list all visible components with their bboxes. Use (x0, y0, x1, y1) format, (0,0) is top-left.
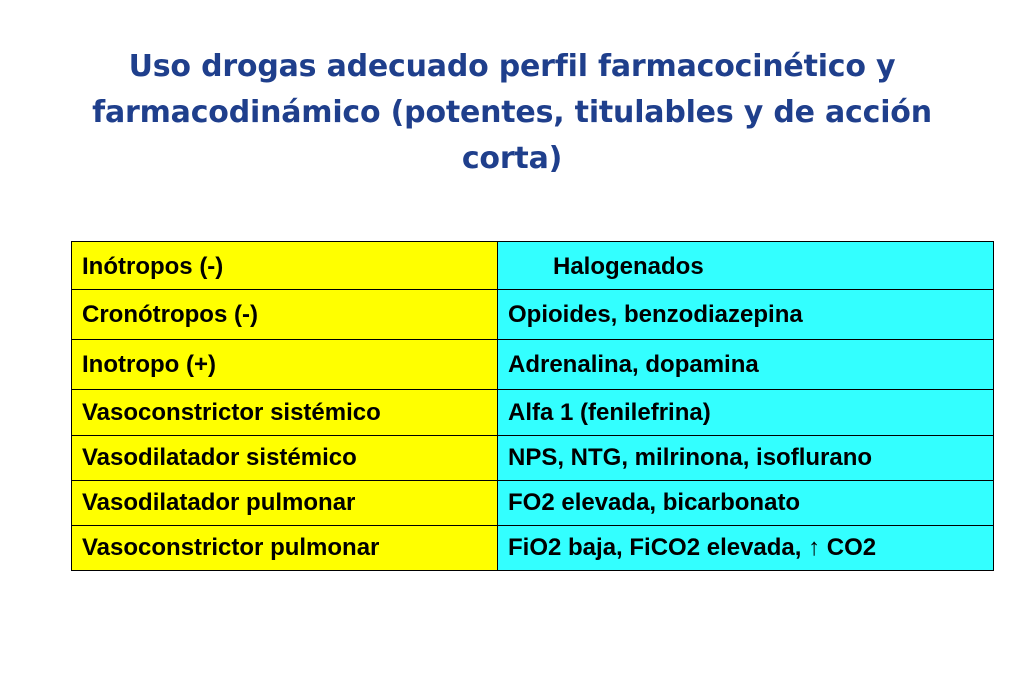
drug-effects-table (71, 241, 994, 571)
table-row (72, 290, 994, 340)
effect-cell: Cronótropos (-) (72, 290, 498, 340)
table-row (72, 390, 994, 436)
effect-cell: Vasoconstrictor sistémico (72, 390, 498, 436)
slide-title: Uso drogas adecuado perfil farmacocinético y farmacodinámico (potentes, titulables y de acción corta) (92, 49, 932, 176)
agent-cell: FiO2 baja, FiCO2 elevada, ↑ CO2 (498, 526, 994, 571)
agent-cell: NPS, NTG, milrinona, isoflurano (498, 436, 994, 481)
effect-cell: Inótropos (-) (72, 242, 498, 290)
effect-cell: Vasoconstrictor pulmonar (72, 526, 498, 571)
effect-cell: Vasodilatador pulmonar (72, 481, 498, 526)
agent-cell: Opioides, benzodiazepina (498, 290, 994, 340)
table-row (72, 526, 994, 571)
agent-cell: Halogenados (498, 242, 994, 290)
table-row (72, 481, 994, 526)
agent-cell: Alfa 1 (fenilefrina) (498, 390, 994, 436)
effect-cell: Inotropo (+) (72, 340, 498, 390)
agent-cell: Adrenalina, dopamina (498, 340, 994, 390)
effect-cell: Vasodilatador sistémico (72, 436, 498, 481)
table-row (72, 340, 994, 390)
agent-cell: FO2 elevada, bicarbonato (498, 481, 994, 526)
table-row (72, 242, 994, 290)
table-row (72, 436, 994, 481)
